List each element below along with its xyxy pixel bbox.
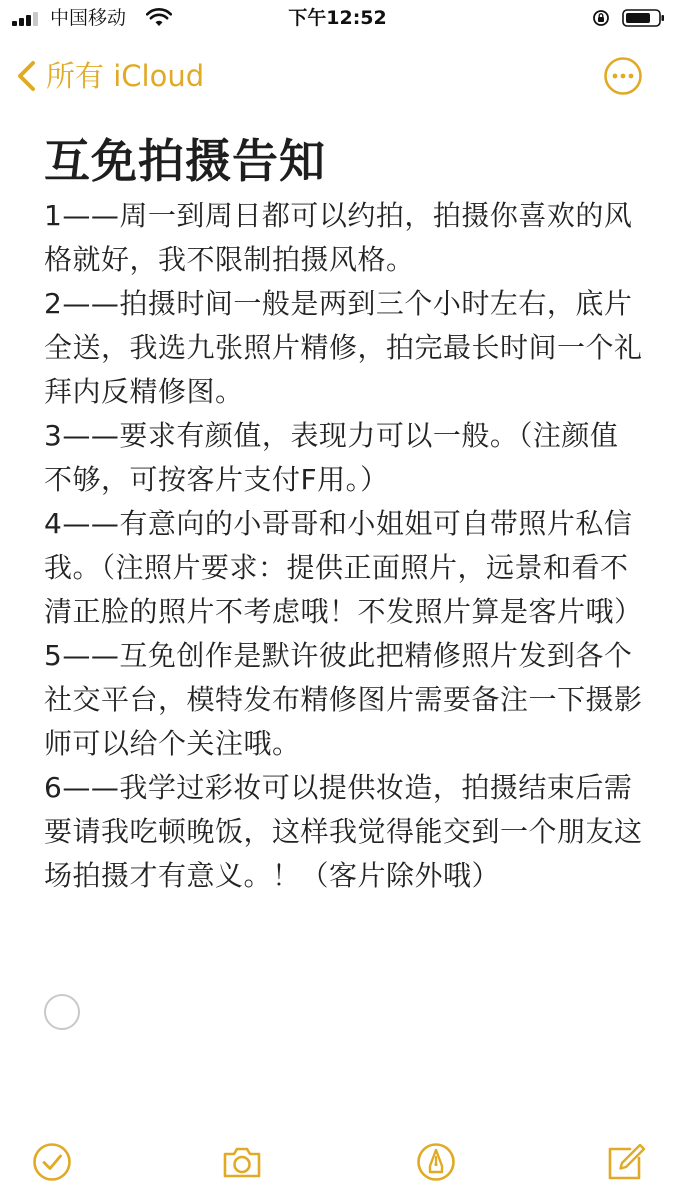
chevron-left-icon [14, 58, 38, 94]
orientation-lock-icon [592, 9, 610, 27]
markup-button[interactable] [414, 1140, 458, 1184]
note-paragraph: 6——我学过彩妆可以提供妆造，拍摄结束后需要请我吃顿晚饭，这样我觉得能交到一个朋友这场拍摄才有意义。！（客片除外哦） [44, 771, 643, 892]
back-label: 所有 iCloud [46, 59, 205, 93]
checkmark-circle-icon [30, 1140, 74, 1184]
note-title: 互免拍摄告知 [44, 134, 326, 188]
camera-button[interactable] [220, 1140, 264, 1184]
compose-button[interactable] [603, 1140, 647, 1184]
carrier-name: 中国移动 [50, 7, 127, 29]
note-paragraph: 4——有意向的小哥哥和小姐姐可自带照片私信我。（注照片要求：提供正面照片，远景和看不清正脸的照片不考虑哦！不发照片算是客片哦） [44, 507, 643, 628]
battery-icon [622, 8, 666, 28]
back-button[interactable] [14, 56, 204, 96]
note-paragraph: 3——要求有颜值，表现力可以一般。（注颜值不够，可按客片支付F用。） [44, 419, 619, 496]
bottom-toolbar [0, 1130, 675, 1190]
status-time: 下午12:52 [288, 7, 387, 29]
compose-icon [603, 1140, 647, 1184]
status-bar [0, 0, 675, 40]
note-paragraph: 2——拍摄时间一般是两到三个小时左右，底片全送，我选九张照片精修，拍完最长时间一个礼拜内反精修图。 [44, 287, 643, 408]
checklist-button[interactable] [30, 1140, 74, 1184]
pen-tip-circle-icon [414, 1140, 458, 1184]
note-paragraph: 1——周一到周日都可以约拍，拍摄你喜欢的风格就好，我不限制拍摄风格。 [44, 199, 633, 276]
camera-icon [220, 1140, 264, 1184]
note-body[interactable] [44, 132, 644, 898]
ellipsis-circle-icon[interactable] [603, 56, 643, 96]
note-paragraph: 5——互免创作是默许彼此把精修照片发到各个社交平台，模特发布精修图片需要备注一下摄影师可以给个关注哦。 [44, 639, 643, 760]
checklist-item-checkbox[interactable] [44, 994, 80, 1030]
